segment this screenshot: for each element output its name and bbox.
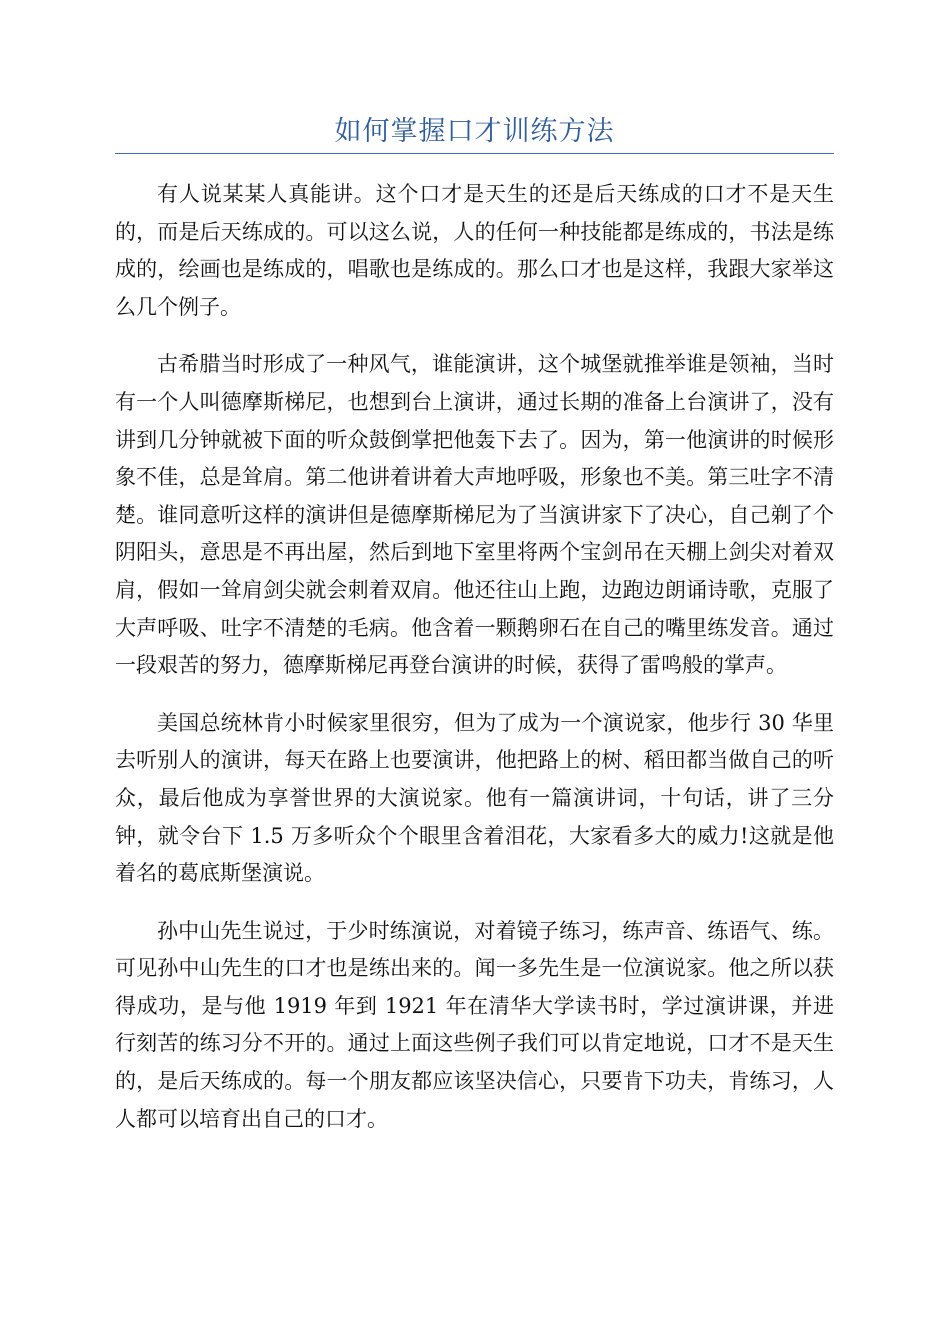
paragraph-2: 古希腊当时形成了一种风气，谁能演讲，这个城堡就推举谁是领袖，当时有一个人叫德摩斯梯尼，也想到台上演讲，通过长期的准备上台演讲了，没有讲到几分钟就被下面的听众鼓倒掌把他轰下去了。因为，第一他演讲的时候形象不佳，总是耸肩。第二他讲着讲着大声地呼吸，形象也不美。第三吐字不清楚。谁同意听这样的演讲但是德摩斯梯尼为了当演讲家下了决心，自己剃了个阴阳头，意思是不再出屋，然后到地下室里将两个宝剑吊在天棚上剑尖对着双肩，假如一耸肩剑尖就会刺着双肩。他还往山上跑，边跑边朗诵诗歌，克服了大声呼吸、吐字不清楚的毛病。他含着一颗鹅卵石在自己的嘴里练发音。通过一段艰苦的努力，德摩斯梯尼再登台演讲的时候，获得了雷鸣般的掌声。 [115,352,834,678]
paragraph-4: 孙中山先生说过，于少时练演说，对着镜子练习，练声音、练语气、练。可见孙中山先生的口才也是练出来的。闻一多先生是一位演说家。他之所以获得成功，是与他 1919 年到 1921 年在清华大学读书时，学过演讲课，并进行刻苦的练习分不开的。通过上面这些例子我们可以肯定地说，口才不是天生的，是后天练成的。每一个朋友都应该坚决信心，只要肯下功夫，肯练习，人人都可以培育出自己的口才。 [115,918,834,1131]
document-body [115,176,834,1158]
paragraph-3: 美国总统林肯小时候家里很穷，但为了成为一个演说家，他步行 30 华里去听别人的演讲，每天在路上也要演讲，他把路上的树、稻田都当做自己的听众，最后他成为享誉世界的大演说家。他有一篇演讲词，十句话，讲了三分钟，就令台下 1.5 万多听众个个眼里含着泪花，大家看多大的威力!这就是他着名的葛底斯堡演说。 [115,710,834,886]
title-underline [115,153,834,154]
document-title: 如何掌握口才训练方法 [334,116,615,147]
paragraph-1: 有人说某某人真能讲。这个口才是天生的还是后天练成的口才不是天生的，而是后天练成的。可以这么说，人的任何一种技能都是练成的，书法是练成的，绘画也是练成的，唱歌也是练成的。那么口才也是这样，我跟大家举这么几个例子。 [115,182,834,319]
